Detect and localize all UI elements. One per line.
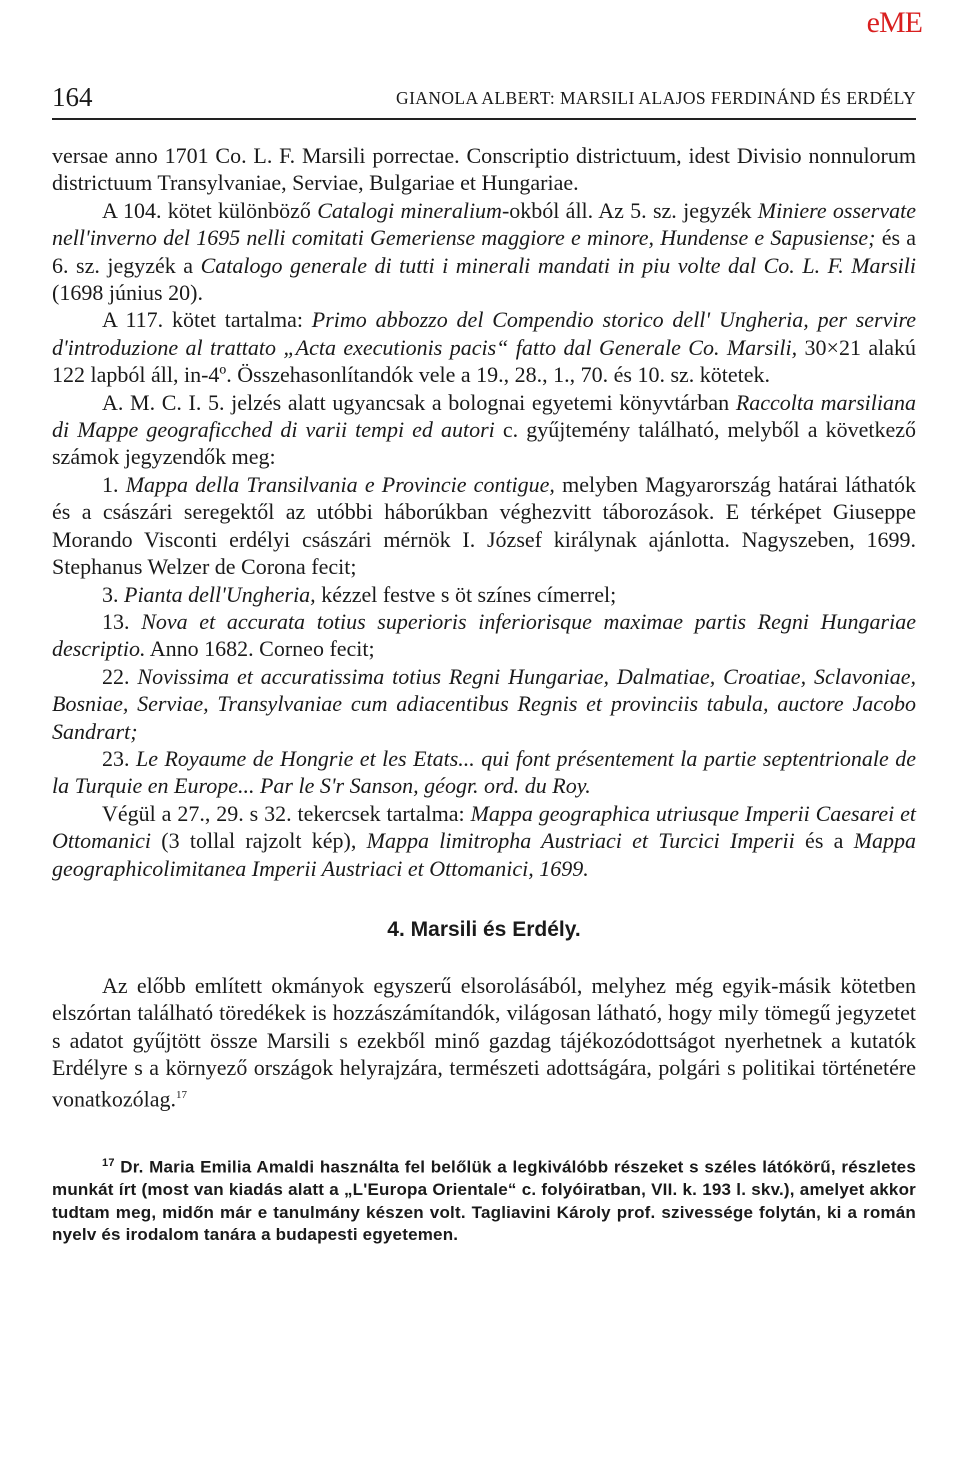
publisher-logo: eME (866, 6, 922, 39)
text-run: melyben Magyarország határai láthatók és a császári seregektől az utóbbi háborúkban véghezvitt táborozások. E térképet Giuseppe Morando Visconti erdélyi császári mérnök I. József királynak ajánlotta. Nagyszeben, 1699. Stephanus Welzer de Corona fecit; (52, 471, 916, 580)
footnote-reference: 17 (176, 1088, 188, 1101)
text-run: Végül a 27., 29. s 32. tekercsek tartalma: (102, 800, 471, 826)
italic-title: Miniere osservate nell'inverno del 1695 nelli comitati Gemeriense maggiore e minore, Hundense e Sapusiense; (52, 197, 917, 251)
italic-title: Mappa geographicolimitanea Imperii Austriaci et Ottomanici, 1699. (52, 828, 917, 881)
italic-title: Mappa limitropha Austriaci et Turcici Imperii (366, 828, 795, 854)
italic-title: Novissima et accuratissima totius Regni Hungariae, Dalmatiae, Croatiae, Sclavoniae, Bosniae, Serviae, Transylvaniae cum adiacentibus Regnis et provinciis tabula, auctore Jacobo Sandrart; (52, 663, 916, 744)
italic-title: Mappa della Transilvania e Provincie contigue, (125, 471, 555, 497)
paragraph-p5 (52, 471, 916, 581)
italic-title: Catalogo generale di tutti i minerali mandati in piu volte dal Co. L. F. Marsili (200, 252, 917, 278)
text-run: és a 6. sz. jegyzék a (52, 225, 916, 278)
paragraph-p9 (52, 745, 916, 800)
paragraph-p8 (52, 663, 916, 745)
italic-title: Pianta dell'Ungheria, (124, 581, 316, 607)
text-run: A 117. kötet tartalma: (102, 307, 312, 333)
paragraph-p2 (52, 197, 916, 307)
text-run: A 104. kötet különböző (102, 197, 318, 223)
paragraph-p4 (52, 389, 916, 471)
text-run: -okból áll. Az 5. sz. jegyzék (501, 197, 758, 223)
text-run: 23. (102, 745, 136, 771)
section-paragraph-text: Az előbb említett okmányok egyszerű elsorolásából, melyhez még egyik-másik kötetben elszórtan található töredékek is hozzászámítandók, világosan látható, hogy mily tömegű jegyzetet s adatot gyűjtött össze Marsili s ezekből minő gazdag tájékozódottságot nyerhetnek a kutatók Erdélyre s a környező országok helyrajzára, természeti adottságára, polgári s politikai történetére vonatkozólag. (52, 972, 916, 1111)
text-run: 30×21 alakú 122 lapból áll, in-4º. Összehasonlítandók vele a 19., 28., 1., 70. és 10. sz. kötetek. (52, 334, 916, 388)
paragraph-p1 (52, 142, 916, 197)
main-text (52, 142, 916, 882)
page-body (52, 142, 916, 1247)
text-run: és a (794, 828, 854, 854)
italic-title: Le Royaume de Hongrie et les Etats... qui font présentement la partie septentrionale de la Turquie en Europe... Par le S'r Sanson, géogr. ord. du Roy. (52, 745, 917, 799)
italic-title: Nova et accurata totius superioris inferiorisque maximae partis Regni Hungariae descriptio. (52, 608, 916, 662)
footnote-text: Dr. Maria Emilia Amaldi használta fel belőlük a legkiválóbb részeket s széles látókörű, részletes munkát írt (most van kiadás alatt a „L'Europa Orientale“ c. folyóiratban, VII. k. 193 l. skv.), amelyet akkor tudtam meg, midőn már e tanulmány készen volt. Tagliavini Károly prof. szivessége folytán, ki a román nyelv és irodalom tanára a budapesti egyetemen. (52, 1157, 916, 1245)
italic-title: Mappa geographica utriusque Imperii Caesarei et Ottomanici (52, 800, 916, 854)
footnote-number: 17 (102, 1157, 115, 1170)
page-number: 164 (52, 82, 93, 112)
text-run: 13. (102, 608, 142, 634)
paragraph-p6 (52, 581, 916, 608)
text-run: (1698 június 20). (52, 280, 203, 306)
paragraph-p10 (52, 800, 916, 882)
running-title: GIANOLA ALBERT: MARSILI ALAJOS FERDINÁND ÉS ERDÉLY (396, 88, 916, 108)
text-run: Anno 1682. Corneo fecit; (145, 636, 375, 662)
text-run: 1. (102, 471, 126, 497)
text-run: versae anno 1701 Co. L. F. Marsili porrectae. Conscriptio districtuum, idest Divisio nonnulorum districtuum Transylvaniae, Serviae, Bulgariae et Hungariae. (52, 143, 916, 196)
paragraph-p7 (52, 608, 916, 663)
text-run: c. gyűjtemény található, melyből a következő számok jegyzendők meg: (52, 417, 916, 470)
text-run: 3. (102, 581, 124, 607)
italic-title: Catalogi mineralium (317, 197, 502, 223)
section-heading: 4. Marsili és Erdély. (387, 917, 581, 941)
running-header (52, 82, 916, 116)
header-rule (52, 118, 916, 120)
text-run: 22. (102, 663, 138, 689)
footnote (52, 1152, 916, 1247)
text-run: (3 tollal rajzolt kép), (151, 828, 367, 854)
paragraph-p3 (52, 306, 916, 388)
text-run: A. M. C. I. 5. jelzés alatt ugyancsak a bolognai egyetemi könyvtárban (102, 389, 736, 415)
italic-title: Primo abbozzo del Compendio storico dell' Ungheria, per servire d'introduzione al trattato „Acta executionis pacis“ fatto dal Generale Co. Marsili, (52, 307, 916, 360)
section-paragraph (52, 972, 916, 1112)
italic-title: Raccolta marsiliana di Mappe geograficched di varii tempi ed autori (52, 389, 916, 443)
text-run: kézzel festve s öt színes címerrel; (315, 581, 617, 607)
